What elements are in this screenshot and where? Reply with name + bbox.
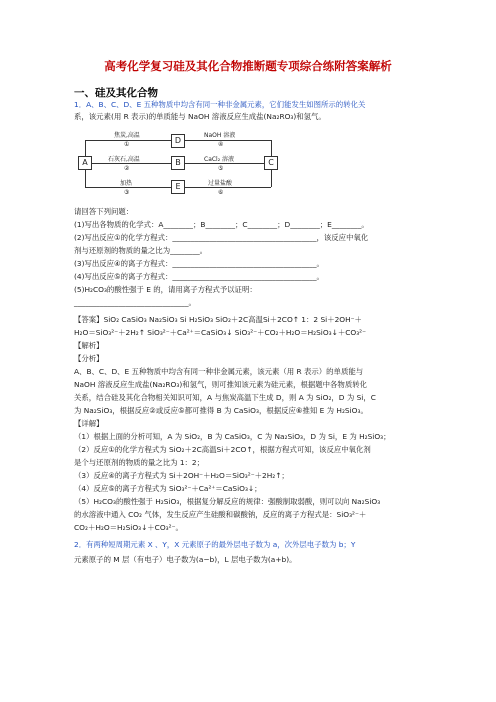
question-2-text: 2．有两种短周期元素 X 、Y，X 元素原子的最外层电子数为 a，次外层电子数为 b；Y: [74, 540, 356, 549]
question-1-text-2: 系，该元素(用 R 表示)的单质能与 NaOH 溶液反应生成盐(Na₂RO₃)和氢气。: [74, 112, 326, 121]
detail-4: （4）反应⑤的离子方程式为 SiO₃²⁻＋Ca²⁺＝CaSiO₃↓；: [74, 484, 262, 493]
box-b: B: [171, 156, 185, 170]
question-part-5: (5)H₂CO₃的酸性强于 E 的，请用离子方程式予以证明：: [74, 285, 257, 294]
question-part-1: (1)写出各物质的化学式：A________；B________；C________；D________；E________。: [74, 220, 369, 229]
question-intro: 请回答下列问题：: [74, 207, 134, 216]
label-6: 过量盐酸: [208, 180, 233, 187]
num-3: ③: [124, 189, 130, 196]
connector: [85, 170, 86, 187]
arrow-2: [92, 163, 171, 164]
analysis-line-4: 为 Na₂SiO₃，根据反应②或反应⑤都可推得 B 为 CaSiO₃，根据反应⑥推知 E 为 H₂SiO₃。: [74, 406, 368, 415]
box-c: C: [264, 156, 278, 170]
detail-1: （1）根据上面的分析可知，A 为 SiO₂，B 为 CaSiO₃，C 为 Na₂SiO₃，D 为 Si，E 为 H₂SiO₃；: [74, 432, 391, 441]
analysis-heading: 【解析】: [74, 341, 104, 350]
num-4: ④: [218, 141, 224, 148]
section-heading: 一、硅及其化合物: [74, 87, 158, 99]
arrow-3: [85, 187, 171, 188]
num-6: ⑥: [218, 189, 224, 196]
question-2-line1: [74, 540, 434, 549]
question-part-4: (4)写出反应⑤的离子方程式：_______________________________________。: [74, 272, 324, 281]
arrow-5: [185, 163, 264, 164]
box-a: A: [78, 156, 92, 170]
question-1-text: [74, 100, 434, 109]
num-2: ②: [124, 165, 130, 172]
fenxi-heading: 【分析】: [74, 354, 104, 363]
question-part-5b: _______________________________。: [74, 298, 196, 307]
label-3: 加热: [120, 180, 133, 187]
page-title: 高考化学复习硅及其化合物推断题专项综合练附答案解析: [104, 59, 392, 73]
label-1: 焦炭,高温: [114, 132, 140, 139]
conversion-diagram: [76, 128, 290, 200]
answer-line-2: H₂O＝SiO₃²⁻＋2H₂↑ SiO₃²⁻＋Ca²⁺＝CaSiO₃↓ SiO₃²⁻＋CO₂＋H₂O＝H₂SiO₃↓＋CO₃²⁻: [74, 328, 367, 337]
question-part-3: (3)写出反应④的离子方程式：_______________________________________。: [74, 259, 324, 268]
question-1-line1: 1．A、B、C、D、E 五种物质中均含有同一种非金属元素，它们能发生如图所示的转化关: [74, 100, 366, 109]
num-5: ⑤: [218, 165, 224, 172]
box-d: D: [171, 134, 185, 148]
num-1: ①: [124, 141, 130, 148]
label-4: NaOH 溶液: [204, 132, 236, 139]
detail-5b: 的水溶液中通入 CO₂ 气体，发生反应产生硅酸和碳酸钠，反应的离子方程式是：SiO₃²⁻＋: [74, 510, 367, 519]
detail-3: （3）反应④的离子方程式为 Si＋2OH⁻＋H₂O＝SiO₃²⁻＋2H₂↑；: [74, 471, 289, 480]
connector: [85, 140, 86, 156]
question-2-line2: 元素原子的 M 层（有电子）电子数为(a−b)，L 层电子数为(a+b)。: [74, 555, 297, 564]
analysis-line-3: 关系，结合硅及其化合物相关知识可知，A 与焦炭高温下生成 D，则 A 为 SiO₂，D 为 Si，C: [74, 393, 376, 402]
detail-2: （2）反应①的化学方程式为 SiO₂＋2C高温Si＋2CO↑，根据方程式可知，该反应中氧化剂: [74, 445, 371, 454]
connector: [271, 170, 272, 187]
arrow-6: [185, 187, 271, 188]
detail-5c: CO₂＋H₂O＝H₂SiO₃↓＋CO₃²⁻。: [74, 523, 183, 532]
question-part-2b: 剂与还原剂的物质的量之比为________。: [74, 246, 208, 255]
arrow-4: [185, 140, 271, 141]
detail-2b: 是个与还原剂的物质的量之比为 1：2；: [74, 458, 205, 467]
box-e: E: [171, 180, 185, 194]
answer-line-1: 【答案】SiO₂ CaSiO₃ Na₂SiO₃ Si H₂SiO₃ SiO₂＋2C高温Si＋2CO↑ 1：2 Si＋2OH⁻＋: [74, 315, 362, 324]
label-2: 石灰石,高温: [108, 156, 140, 163]
detail-5: （5）H₂CO₃的酸性强于 H₂SiO₃，根据复分解反应的规律：强酸制取弱酸，则可以向 Na₂SiO₃: [74, 497, 381, 506]
analysis-line-2: NaOH 溶液反应生成盐(Na₂RO₃)和氢气，则可推知该元素为硅元素，根据题中各物质转化: [74, 380, 367, 389]
analysis-line-1: A、B、C、D、E 五种物质中均含有同一种非金属元素，该元素（用 R 表示）的单质能与: [74, 367, 364, 376]
detail-heading: 【详解】: [74, 419, 104, 428]
question-part-2: (2)写出反应①的化学方程式：_______________________________________，该反应中氧化: [74, 233, 369, 242]
connector: [271, 140, 272, 156]
label-5: CaCl₂ 溶液: [204, 156, 235, 163]
